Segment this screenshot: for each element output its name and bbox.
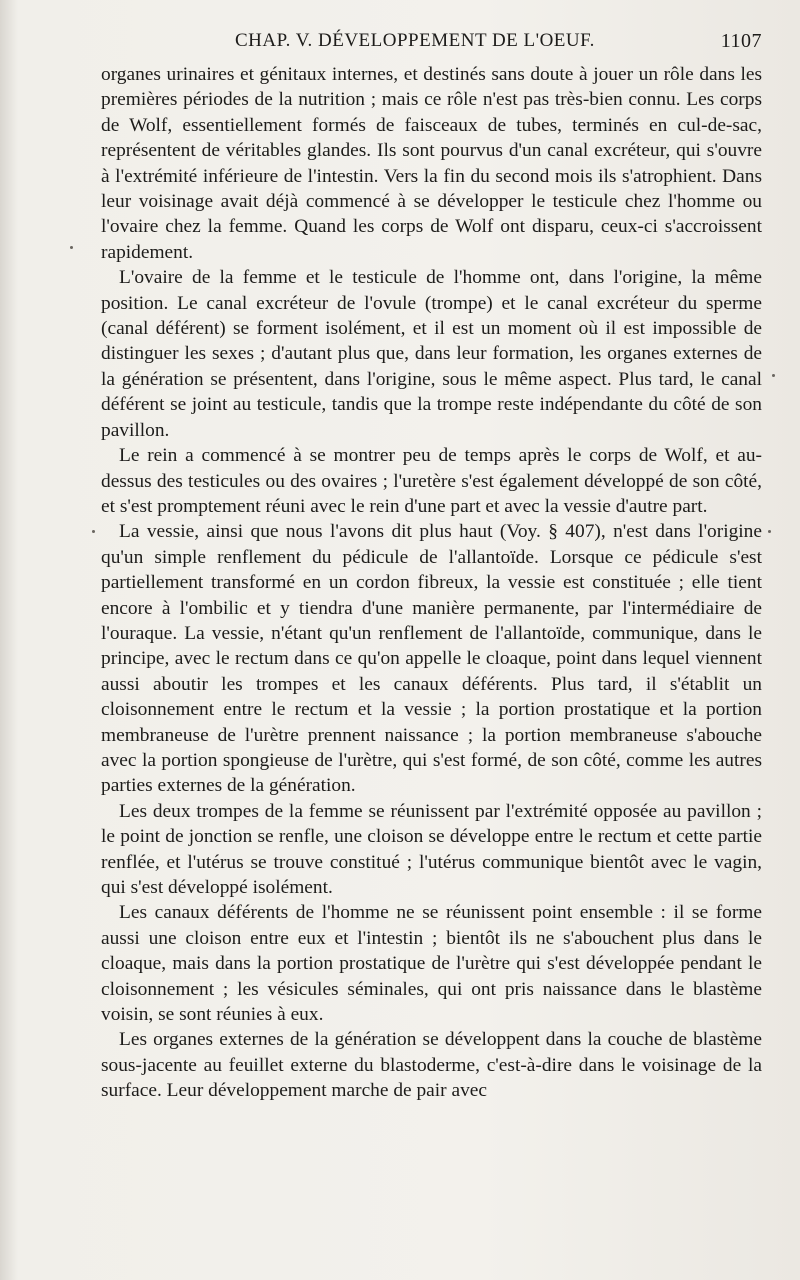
running-head: CHAP. V. DÉVELOPPEMENT DE L'OEUF. <box>235 30 595 51</box>
margin-speck <box>92 530 95 533</box>
paragraph: Le rein a commencé à se montrer peu de temps après le corps de Wolf, et au-dessus des testicules ou des ovaires ; l'uretère s'est également développé de son côté, et s'est promptement réuni avec le rein d'une part et avec la vessie d'autre part. <box>101 445 762 517</box>
paragraph: Les canaux déférents de l'homme ne se réunissent point ensemble : il se forme aussi une cloison entre eux et l'intestin ; bientôt ils ne s'abouchent plus dans le cloaque, mais dans la portion prostatique de l'urètre qui s'est développée pendant le cloisonnement ; les vésicules séminales, qui ont pris naissance dans le blastème voisin, se sont réunies à eux. <box>101 902 762 1026</box>
margin-speck <box>70 246 73 249</box>
page-header <box>100 30 762 60</box>
paragraph: La vessie, ainsi que nous l'avons dit plus haut (Voy. § 407), n'est dans l'origine qu'un simple renflement du pédicule de l'allantoïde. Lorsque ce pédicule s'est partiellement transformé en un cordon fibreux, la vessie est constituée ; elle tient encore à l'ombilic et y tiendra d'une manière permanente, par l'intermédiaire de l'ouraque. La vessie, n'étant qu'un renflement de l'allantoïde, communique, dans le principe, avec le rectum dans ce qu'on appelle le cloaque, point dans lequel viennent aussi aboutir les trompes et les canaux déférents. Plus tard, il s'établit un cloisonnement entre le rectum et la vessie ; la portion prostatique et la portion membraneuse de l'urètre prennent naissance ; la portion membraneuse s'abouche avec la portion spongieuse de l'urètre, qui s'est formé, de son côté, comme les autres parties externes de la génération. <box>101 521 762 797</box>
paragraph: L'ovaire de la femme et le testicule de l'homme ont, dans l'origine, la même position. Le canal excréteur de l'ovule (trompe) et le canal excréteur du sperme (canal déférent) se forment isolément, et il est un moment où il est impossible de distinguer les sexes ; d'autant plus que, dans leur formation, les organes externes de la génération se présentent, dans l'origine, sous le même aspect. Plus tard, le canal déférent se joint au testicule, tandis que la trompe reste indépendante du côté de son pavillon. <box>101 267 762 441</box>
body-text <box>101 62 762 1104</box>
margin-speck <box>768 530 771 533</box>
paragraph: Les organes externes de la génération se développent dans la couche de blastème sous-jacente au feuillet externe du blastoderme, c'est-à-dire dans le voisinage de la surface. Leur développement marche de pair avec <box>101 1029 762 1102</box>
paragraph: Les deux trompes de la femme se réunissent par l'extrémité opposée au pavillon ; le point de jonction se renfle, une cloison se développe entre le rectum et cette partie renflée, et l'utérus se trouve constitué ; l'utérus communique bientôt avec le vagin, qui s'est développé isolément. <box>101 800 762 898</box>
paragraph: organes urinaires et génitaux internes, et destinés sans doute à jouer un rôle dans les premières périodes de la nutrition ; mais ce rôle n'est pas très-bien connu. Les corps de Wolf, essentiellement formés de faisceaux de tubes, terminés en cul-de-sac, représentent de véritables glandes. Ils sont pourvus d'un canal excréteur, qui s'ouvre à l'extrémité inférieure de l'intestin. Vers la fin du second mois ils s'atrophient. Dans leur voisinage avait déjà commencé à se développer le testicule chez l'homme ou l'ovaire chez la femme. Quand les corps de Wolf ont disparu, ceux-ci s'accroissent rapidement. <box>101 64 762 263</box>
page-number: 1107 <box>720 30 762 52</box>
margin-speck <box>772 374 775 377</box>
